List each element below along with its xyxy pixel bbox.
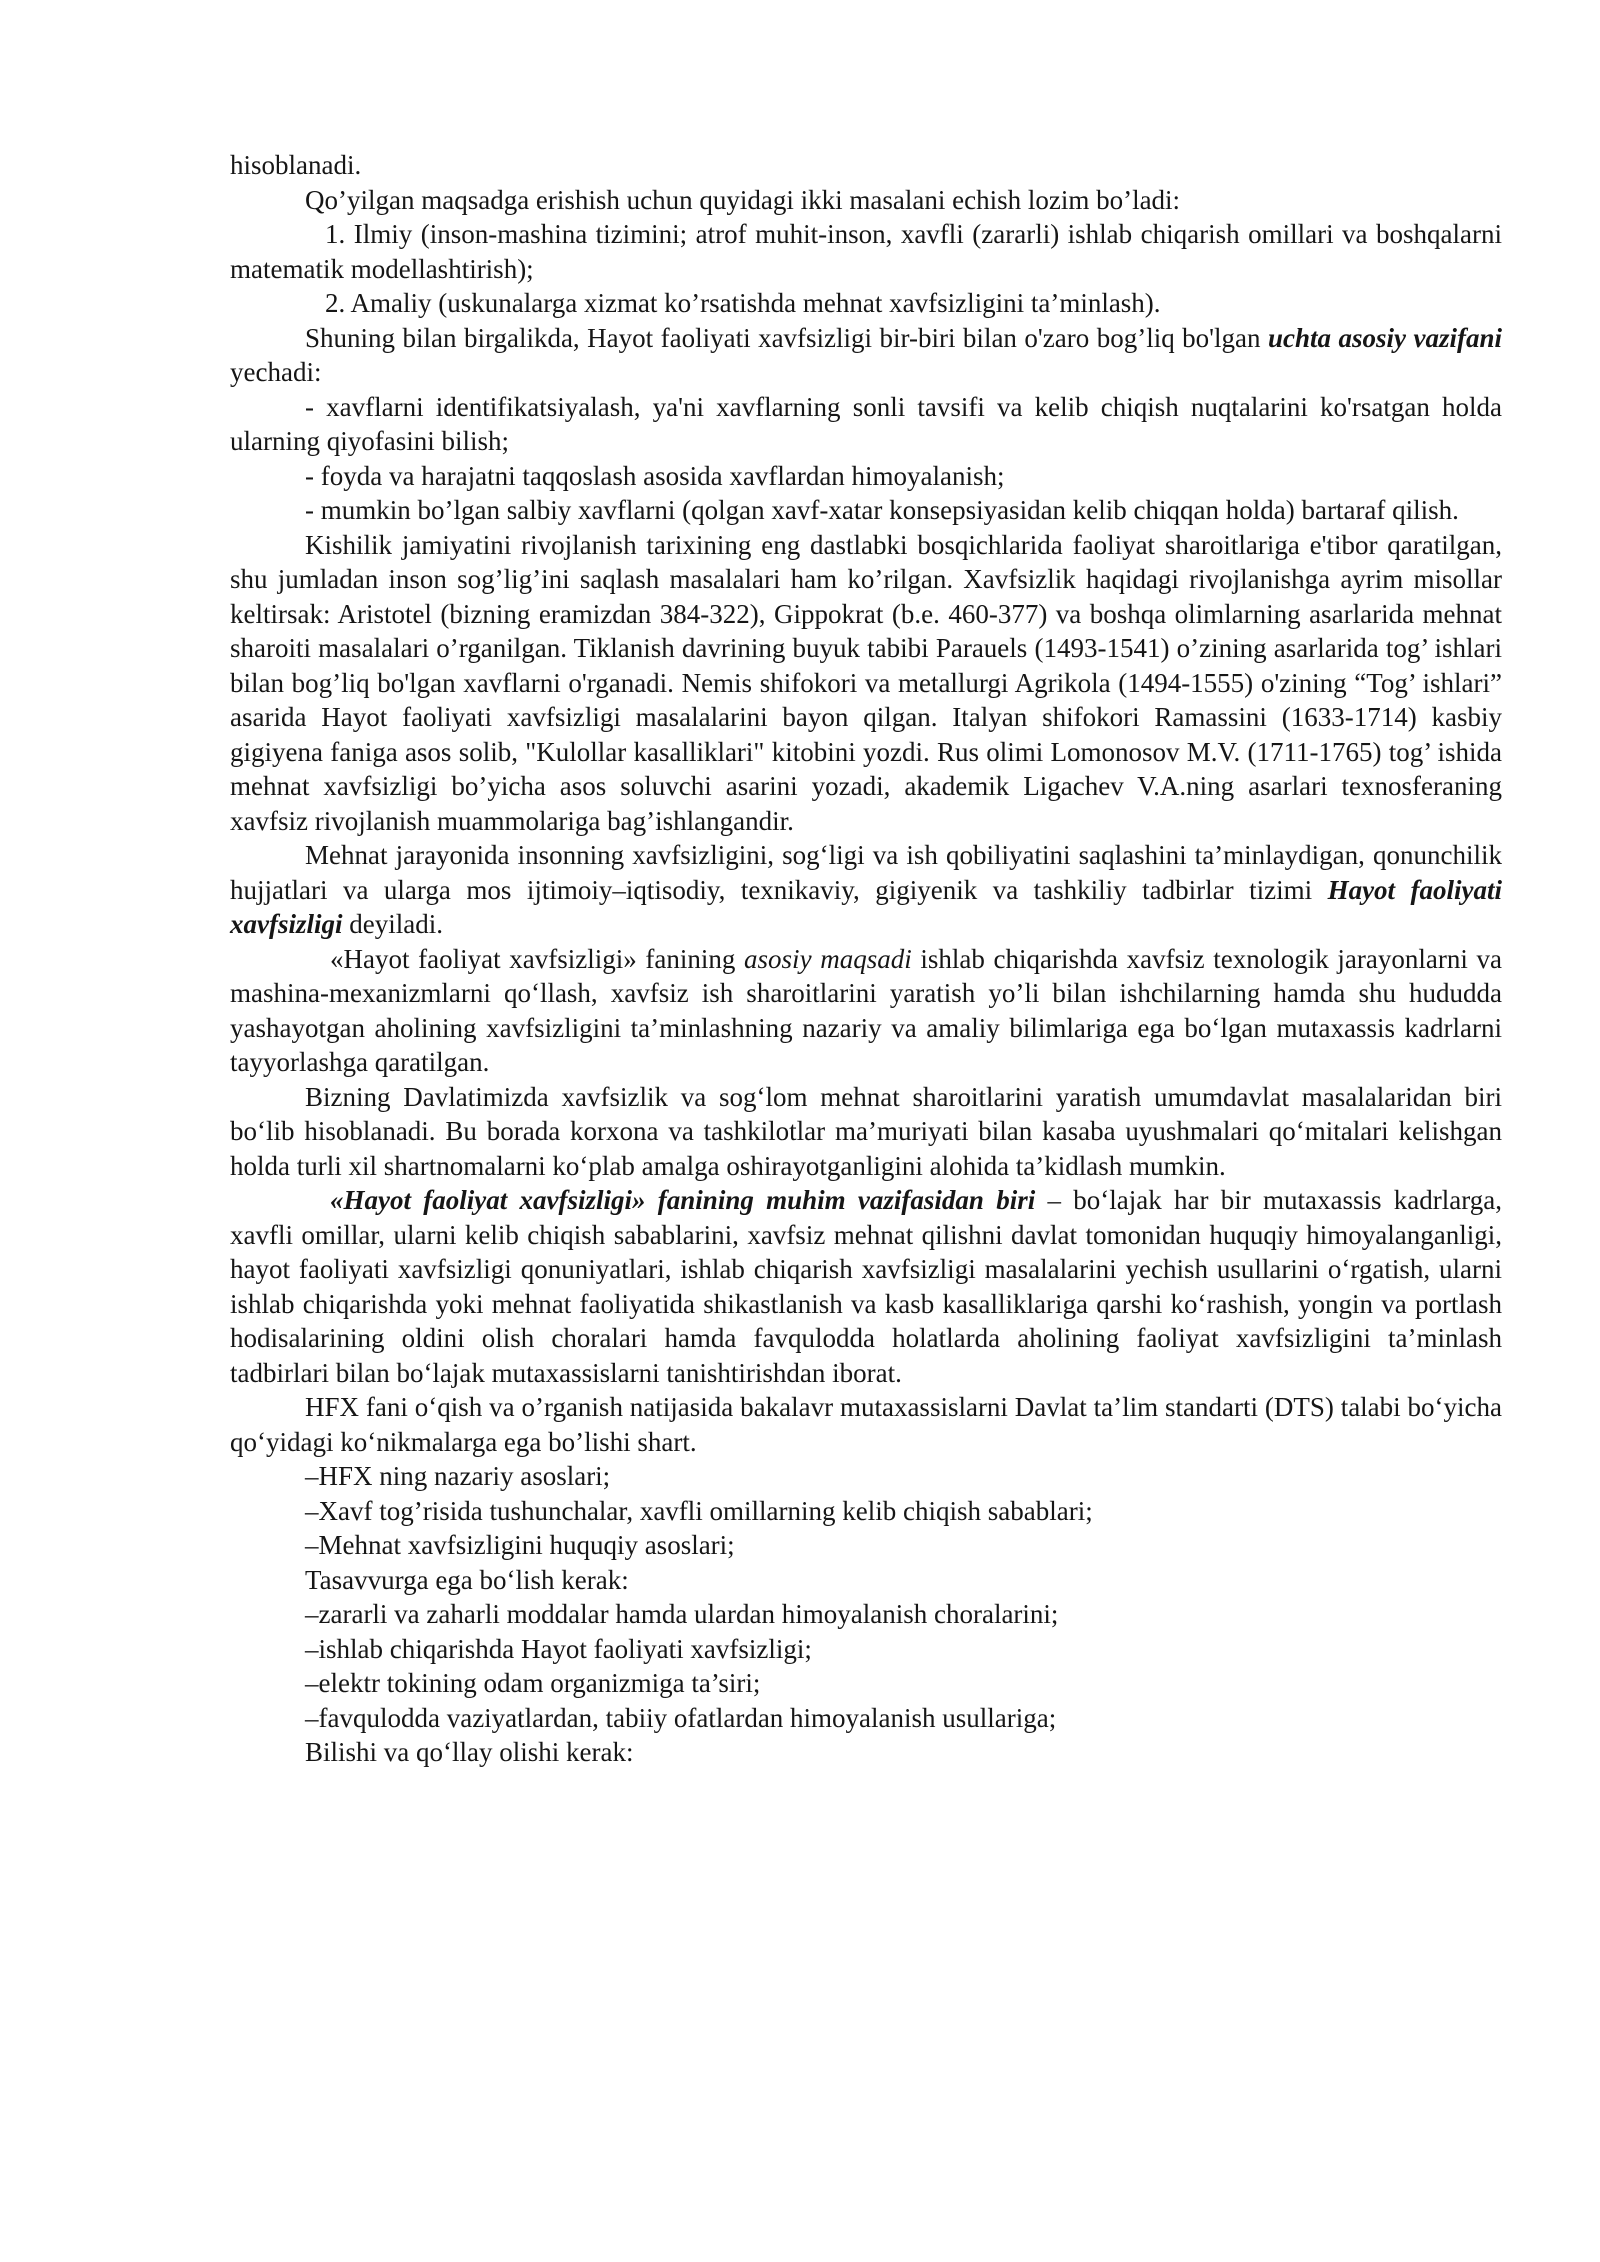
paragraph	[230, 1183, 1502, 1390]
paragraph	[230, 217, 1502, 286]
bold-italic-text: «Hayot faoliyat xavfsizligi» fanining muhim vazifasidan biri	[330, 1185, 1036, 1215]
paragraph	[230, 148, 1502, 183]
text-run: –ishlab chiqarishda Hayot faoliyati xavfsizligi;	[305, 1633, 812, 1664]
text-run: –HFX ning nazariy asoslari;	[305, 1461, 611, 1491]
paragraph	[230, 1390, 1502, 1459]
text-run: Bilishi va qo‘llay olishi kerak:	[305, 1737, 634, 1767]
text-run: deyiladi.	[342, 909, 443, 939]
paragraph	[230, 321, 1502, 390]
paragraph	[230, 1735, 1502, 1770]
paragraph	[230, 1080, 1502, 1184]
paragraph	[230, 1666, 1502, 1701]
paragraph	[230, 1528, 1502, 1563]
text-run: Shuning bilan birgalikda, Hayot faoliyati xavfsizligi bir-biri bilan o'zaro bog’liq bo'lgan	[305, 322, 1269, 353]
paragraph	[230, 1597, 1502, 1632]
text-run: Tasavvurga ega bo‘lish kerak:	[305, 1564, 629, 1595]
text-run: –Mehnat xavfsizligini huquqiy asoslari;	[305, 1530, 735, 1560]
document-page	[230, 148, 1502, 1770]
text-run: –zararli va zaharli moddalar hamda ulardan himoyalanish choralarini;	[305, 1599, 1059, 1629]
paragraph	[230, 942, 1502, 1080]
paragraph	[230, 1494, 1502, 1529]
text-run: hisoblanadi.	[230, 150, 362, 180]
text-run: Qo’yilgan maqsadga erishish uchun quyidagi ikki masalani echish lozim bo’ladi:	[305, 184, 1181, 215]
paragraph	[230, 390, 1502, 459]
paragraph	[230, 528, 1502, 839]
text-run: 2. Amaliy (uskunalarga xizmat ko’rsatishda mehnat xavfsizligini ta’minlash).	[325, 288, 1161, 318]
text-run: – bo‘lajak har bir mutaxassis kadrlarga, xavfli omillar, ularni kelib chiqish sabablarini, xavfsiz mehnat qilishni davlat tomonidan huquqiy himoyalanganligi, hayot faoliyati xavfsizligi qonuniyatlari, ishlab chiqarish xavfsizligi masalalarini yechish usullarini o‘rgatish, ularni ishlab chiqarishda yoki mehnat faoliyatida shikastlanish va kasb kasalliklariga qarshi ko‘rashish, yongin va portlash hodisalarining oldini olish choralari hamda favqulodda holatlarda aholining faoliyat xavfsizligini ta’minlash tadbirlari bilan bo‘lajak mutaxassislarni tanishtirishdan iborat.	[230, 1185, 1502, 1388]
paragraph	[230, 838, 1502, 942]
text-run: ishlab chiqarishda xavfsiz texnologik jarayonlarni va mashina-mexanizmlarni qo‘llash, xavfsiz ish sharoitlarini yaratish yo’li bilan ishchilarning hamda shu hududda yashayotgan aholining xavfsizligini ta’minlashning nazariy va amaliy bilimlariga ega bo‘lgan mutaxassis kadrlarni tayyorlashga qaratilgan.	[230, 943, 1502, 1077]
paragraph	[230, 459, 1502, 494]
text-run: Mehnat jarayonida insonning xavfsizligini, sog‘ligi va ish qobiliyatini saqlashini ta’minlaydigan, qonunchilik hujjatlari va ularga mos ijtimoiy–iqtisodiy, texnikaviy, gigiyenik va tashkiliy tadbirlar tizimi	[230, 840, 1502, 905]
bold-italic-text: uchta asosiy vazifani	[1268, 322, 1502, 353]
paragraph	[230, 493, 1502, 528]
text-run: –favqulodda vaziyatlardan, tabiiy ofatlardan himoyalanish usullariga;	[305, 1702, 1057, 1733]
paragraph	[230, 183, 1502, 218]
text-run: –Xavf tog’risida tushunchalar, xavfli omillarning kelib chiqish sabablari;	[305, 1495, 1093, 1526]
paragraph	[230, 1701, 1502, 1736]
text-run: Kishilik jamiyatini rivojlanish tarixining eng dastlabki bosqichlarida faoliyat sharoitlariga e'tibor qaratilgan, shu jumladan inson sog’lig’ini saqlash masalalari ham ko’rilgan. Xavfsizlik haqidagi rivojlanishga ayrim misollar keltirsak: Aristotel (bizning eramizdan 384-322), Gippokrat (b.e. 460-377) va boshqa olimlarning asarlarida mehnat sharoiti masalalari o’rganilgan. Tiklanish davrining buyuk tabibi Parauels (1493-1541) o’zining asarlarida tog’ ishlari bilan bog’liq bo'lgan xavflarni o'rganadi. Nemis shifokori va metallurgi Agrikola (1494-1555) o'zining “Tog’ ishlari” asarida Hayot faoliyati xavfsizligi masalalarini bayon qilgan. Italyan shifokori Ramassini (1633-1714) kasbiy gigiyena faniga asos solib, "Kulollar kasalliklari" kitobini yozdi. Rus olimi Lomonosov M.V. (1711-1765) tog’ ishida mehnat xavfsizligi bo’yicha asos soluvchi asarini yozadi, akademik Ligachev V.A.ning asarlari texnosferaning xavfsiz rivojlanish muammolariga bag’ishlangandir.	[230, 529, 1502, 836]
text-run: HFX fani o‘qish va o’rganish natijasida bakalavr mutaxassislarni Davlat ta’lim standarti (DTS) talabi bo‘yicha qo‘yidagi ko‘nikmalarga ega bo’lishi shart.	[230, 1392, 1502, 1457]
paragraph	[230, 1563, 1502, 1598]
paragraph	[230, 286, 1502, 321]
text-run: «Hayot faoliyat xavfsizligi» fanining	[330, 943, 745, 974]
text-run: - mumkin bo’lgan salbiy xavflarni (qolgan xavf-xatar konsepsiyasidan kelib chiqqan holda) bartaraf qilish.	[305, 495, 1459, 525]
text-run: –elektr tokining odam organizmiga ta’siri;	[305, 1668, 761, 1698]
text-run: - xavflarni identifikatsiyalash, ya'ni xavflarning sonli tavsifi va kelib chiqish nuqtalarini ko'rsatgan holda ularning qiyofasini bilish;	[230, 391, 1502, 456]
paragraph	[230, 1632, 1502, 1667]
text-run: - foyda va harajatni taqqoslash asosida xavflardan himoyalanish;	[305, 460, 1005, 491]
text-run: 1. Ilmiy (inson-mashina tizimini; atrof muhit-inson, xavfli (zararli) ishlab chiqarish omillari va boshqalarni matematik modellashtirish);	[230, 219, 1502, 284]
bold-italic-text: Hayot faoliyati xavfsizligi	[230, 874, 1503, 939]
text-run: yechadi:	[230, 357, 322, 387]
text-run: Bizning Davlatimizda xavfsizlik va sog‘lom mehnat sharoitlarini yaratish umumdavlat masalalaridan biri bo‘lib hisoblanadi. Bu borada korxona va tashkilotlar ma’muriyati bilan kasaba uyushmalari qo‘mitalari kelishgan holda turli xil shartnomalarni ko‘plab amalga oshirayotganligini alohida ta’kidlash mumkin.	[230, 1081, 1502, 1181]
paragraph	[230, 1459, 1502, 1494]
italic-text: asosiy maqsadi	[744, 943, 912, 974]
